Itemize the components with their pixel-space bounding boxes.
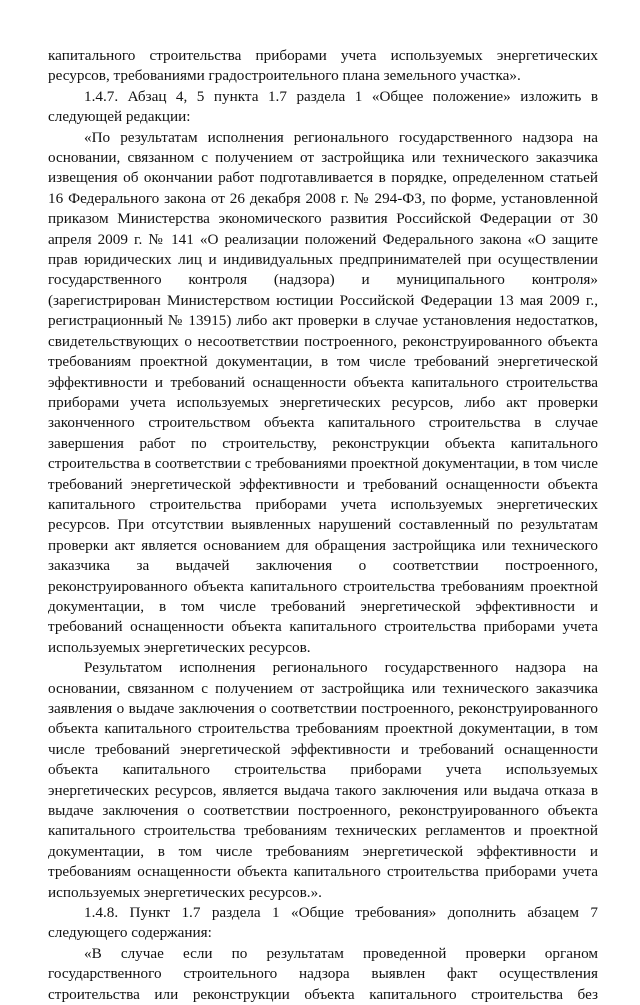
paragraph-continuation: капитального строительства приборами учета используемых энергетических ресурсов, требованиями градостроительного плана земельного участка». <box>48 47 598 85</box>
paragraph-inspection-act: «По результатам исполнения регионального государственного надзора на основании, связанном с получением от застройщика или технического заказчика извещения об окончании работ подготавливается в порядке, определенном статьей 16 Федерального закона от 26 декабря 2008 г. № 294-ФЗ, по форме, установленной приказом Министерства экономического развития Российской Федерации от 30 апреля 2009 г. № 141 «О реализации положений Федерального закона «О защите прав юридических лиц и индивидуальных предпринимателей при осуществлении государственного контроля (надзора) и муниципального контроля» (зарегистрирован Министерством юстиции Российской Федерации 13 мая 2009 г., регистрационный № 13915) либо акт проверки в случае установления недостатков, свидетельствующих о несоответствии построенного, реконструированного объекта требованиям проектной документации, в том числе требований энергетической эффективности и требований оснащенности объекта капитального строительства приборами учета используемых энергетических ресурсов, либо акт проверки законченного строительством объекта капитального строительства в случае завершения работ по строительству, реконструкции объекта капитального строительства в соответствии с требованиями проектной документации, в том числе требований энергетической эффективности и требований оснащенности объекта капитального строительства приборами учета используемых энергетических ресурсов. При отсутствии выявленных нарушений составленный по результатам проверки акт является основанием для обращения застройщика или технического заказчика за выдачей заключения о соответствии построенного, реконструированного объекта капитального строительства требованиям проектной документации, в том числе требований энергетической эффективности и требований оснащенности объекта капитального строительства приборами учета используемых энергетических ресурсов. <box>48 128 598 656</box>
paragraph-inspection-result: Результатом исполнения регионального государственного надзора на основании, связанном с получением от застройщика или технического заказчика заявления о выдаче заключения о соответствии построенного, реконструированного объекта капитального строительства требованиям проектной документации, в том числе требований энергетической эффективности и требований оснащенности объекта капитального строительства приборами учета используемых энергетических ресурсов, является выдача такого заключения или выдача отказа в выдаче заключения о соответствии построенного, реконструированного объекта капитального строительства требованиям технических регламентов и проектной документации, в том числе требованиям энергетической эффективности и требованиям оснащенности объекта капитального строительства приборами учета используемых энергетических ресурсов.». <box>48 659 598 901</box>
paragraph-violation-case: «В случае если по результатам проведенной проверки органом государственного строительного надзора выявлен факт осуществления строительства или реконструкции объекта капитального строительства без <box>48 944 598 1003</box>
paragraph-1-4-8-heading: 1.4.8. Пункт 1.7 раздела 1 «Общие требования» дополнить абзацем 7 следующего содержания: <box>48 904 598 942</box>
paragraph-1-4-7-heading: 1.4.7. Абзац 4, 5 пункта 1.7 раздела 1 «Общее положение» изложить в следующей редакции: <box>48 87 598 126</box>
